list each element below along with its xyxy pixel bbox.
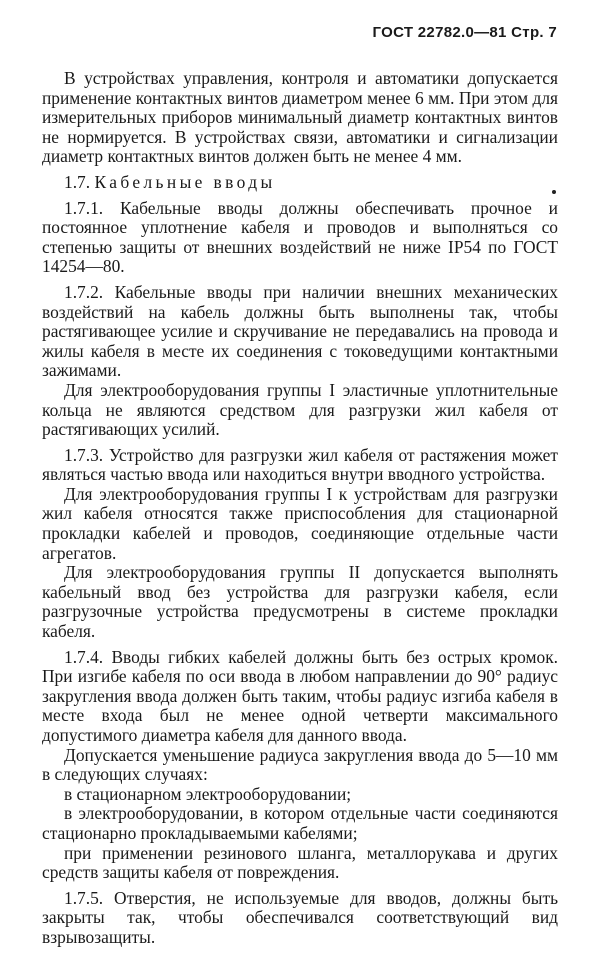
paragraph-1-7-3-group-i: Для электрооборудования группы I к устройствам для разгрузки жил кабеля относятся также приспособления для стационарной прокладки кабелей и проводов, соединяющие отдельные части агрегатов. (42, 483, 558, 563)
list-item-fixed-cables: в электрооборудовании, в котором отдельные части соединяются стационарно прокладываемыми кабелями; (42, 803, 558, 843)
document-body (42, 69, 558, 954)
section-number: 1.7. (64, 171, 91, 192)
section-title: Кабельные вводы (94, 171, 276, 192)
paragraph-1-7-1: 1.7.1. Кабельные вводы должны обеспечивать прочное и постоянное уплотнение кабеля и проводов и выполняться со степенью защиты от внешних воздействий не ниже IP54 по ГОСТ 14254—80. (42, 197, 558, 277)
paragraph-1-7-5: 1.7.5. Отверстия, не используемые для вводов, должны быть закрыты так, чтобы обеспечивался соответствующий вид взрывозащиты. (42, 887, 558, 947)
standard-number: ГОСТ 22782.0—81 (372, 24, 507, 41)
page-number: Стр. 7 (511, 24, 557, 41)
print-speck (552, 190, 556, 194)
paragraph-screws: В устройствах управления, контроля и автоматики допускается применение контактных винтов диаметром менее 6 мм. При этом для измерительных приборов минимальный диаметр контактных винтов не нормируется. В устройствах связи, автоматики и сигнализации диаметр контактных винтов должен быть не менее 4 мм. (42, 68, 558, 167)
paragraph-1-7-4: 1.7.4. Вводы гибких кабелей должны быть без острых кромок. При изгибе кабеля по оси ввода в любом направлении до 90° радиус закругления ввода должен быть таким, чтобы радиус изгиба кабеля в месте входа был не менее одной четверти максимального допустимого диаметра кабеля для данного ввода. (42, 646, 558, 745)
paragraph-1-7-4-exceptions: Допускается уменьшение радиуса закругления ввода до 5—10 мм в следующих случаях: (42, 744, 558, 785)
list-item-stationary: в стационарном электрооборудовании; (64, 783, 352, 804)
paragraph-1-7-2: 1.7.2. Кабельные вводы при наличии внешних механических воздействий на кабель должны быть выполнены так, чтобы растягивающее усилие и скручивание не передавались на провода и жилы кабеля в месте их соединения с токоведущими контактными зажимами. (42, 281, 558, 381)
paragraph-1-7-3: 1.7.3. Устройство для разгрузки жил кабеля от растяжения может являться частью ввода или находиться внутри вводного устройства. (42, 444, 558, 485)
paragraph-1-7-2-group-i: Для электрооборудования группы I эластичные уплотнительные кольца не являются средством для разгрузки жил кабеля от растягивающих усилий. (42, 379, 558, 440)
page-header (373, 24, 557, 41)
paragraph-1-7-3-group-ii: Для электрооборудования группы II допускается выполнять кабельный ввод без устройства для разгрузки кабеля, если разгрузочные устройства предусмотрены в системе прокладки кабеля. (42, 562, 558, 642)
section-heading (42, 173, 558, 193)
list-item-protection: при применении резинового шланга, металлорукава и других средств защиты кабеля от повреждения. (42, 842, 558, 883)
